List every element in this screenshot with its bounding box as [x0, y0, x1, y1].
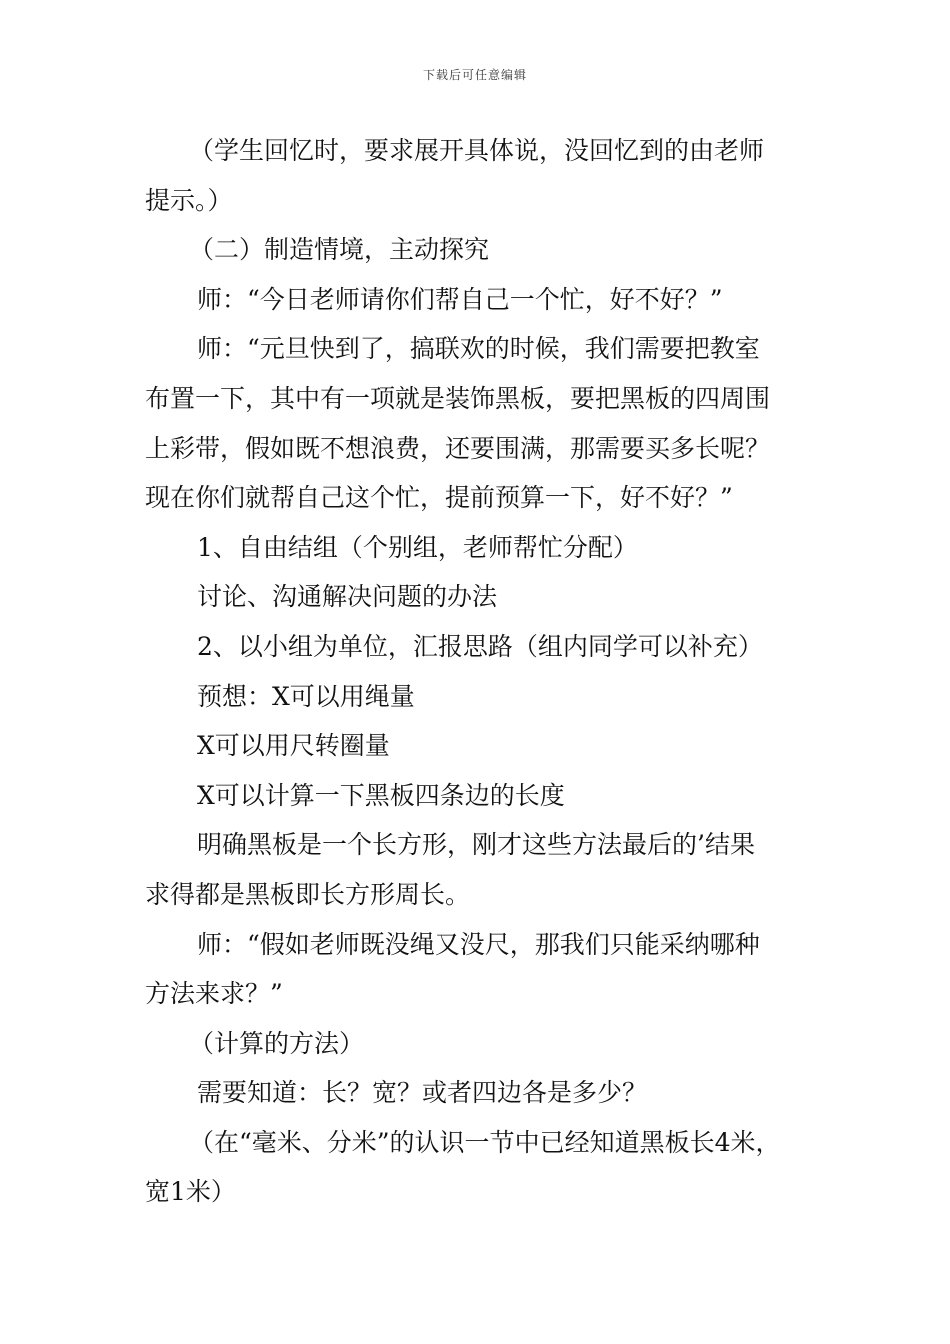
list-item: 2、以小组为单位，汇报思路（组内同学可以补充） [197, 631, 763, 661]
paragraph-line: X可以用尺转圈量 [197, 731, 390, 761]
paragraph-line: （学生回忆时，要求展开具体说，没回忆到的由老师 [189, 136, 765, 165]
paragraph-line: （在“毫米、分米”的认识一节中已经知道黑板长4米， [189, 1127, 781, 1157]
section-heading: （二）制造情境，主动探究 [189, 235, 490, 265]
paragraph-line: 提示。） [145, 185, 233, 215]
paragraph-line: 求得都是黑板即长方形周长。 [145, 879, 471, 909]
paragraph-line: （计算的方法） [189, 1028, 365, 1058]
document-body [145, 126, 810, 1217]
list-item: 1、自由结组（个别组，老师帮忙分配） [197, 532, 638, 562]
page-header: 下载后可任意编辑 [422, 68, 527, 82]
paragraph-line: 布置一下，其中有一项就是装饰黑板，要把黑板的四周围 [145, 383, 771, 413]
paragraph-line: 师：“今日老师请你们帮自己一个忙，好不好？” [197, 284, 723, 314]
paragraph-line: 师：“元旦快到了，搞联欢的时候，我们需要把教室 [197, 334, 760, 364]
paragraph-line: 预想：X可以用绳量 [197, 681, 415, 711]
paragraph-line: 方法来求？” [145, 979, 283, 1009]
paragraph-line: 明确黑板是一个长方形，刚才这些方法最后的’结果 [197, 830, 755, 860]
paragraph-line: 需要知道：长？宽？或者四边各是多少？ [197, 1078, 648, 1108]
paragraph-line: 上彩带，假如既不想浪费，还要围满，那需要买多长呢？ [145, 433, 771, 463]
paragraph-line: 师：“假如老师既没绳又没尺，那我们只能采纳哪种 [197, 929, 760, 959]
paragraph-line: 宽1米） [145, 1177, 236, 1207]
paragraph-line: 现在你们就帮自己这个忙，提前预算一下，好不好？” [145, 483, 733, 513]
paragraph-line: X可以计算一下黑板四条边的长度 [197, 780, 565, 810]
paragraph-line: 讨论、沟通解决问题的办法 [197, 582, 498, 612]
